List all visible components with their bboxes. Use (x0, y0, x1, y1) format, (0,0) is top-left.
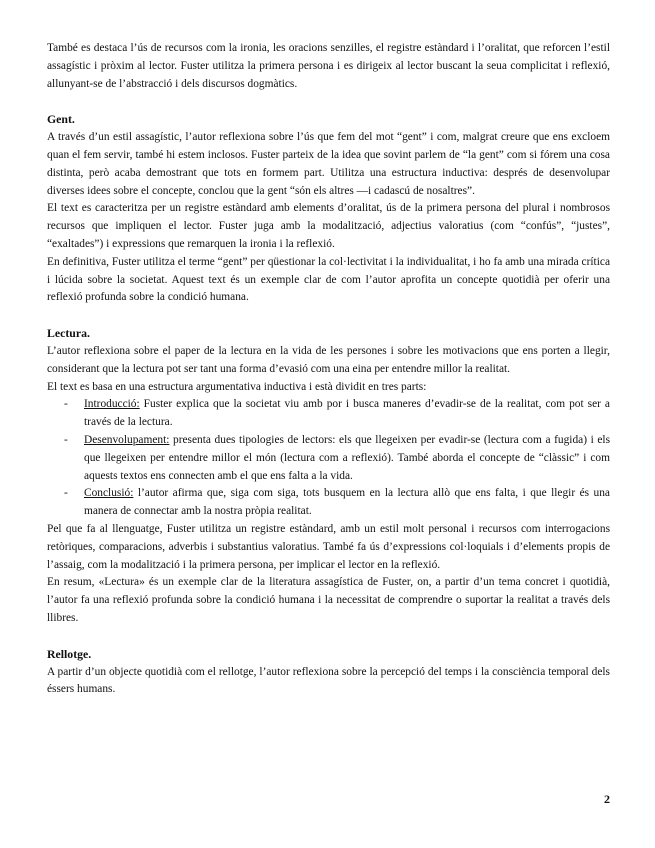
list-term: Desenvolupament: (84, 433, 170, 446)
list-text: presenta dues tipologies de lectors: els que llegeixen per evadir-se (lectura com a fugida) i els que llegeixen per entendre millor el món (lectura com a reflexió). També aborda el concepte de “clàssic” i com aquests textos ens connecten amb el que ens falta a la vida. (84, 433, 610, 482)
section-rellotge (47, 646, 610, 699)
lectura-parts-list (47, 396, 610, 521)
list-item-conclusio (47, 485, 610, 521)
list-term: Introducció: (84, 398, 140, 411)
list-dash: - (64, 487, 68, 500)
list-term: Conclusió: (84, 487, 134, 500)
gent-paragraph-2: El text es caracteritza per un registre estàndard amb elements d’oralitat, ús de la primera persona del plural i nombrosos recursos que impliquen el lector. Fuster juga amb la modalització, adjectius valoratius (com “confús”, “justes”, “exaltades”) i expressions que remarquen la ironia i la reflexió. (47, 202, 610, 250)
heading-rellotge: Rellotge. (47, 646, 92, 661)
list-dash: - (64, 398, 68, 411)
rellotge-paragraph-1: A partir d’un objecte quotidià com el rellotge, l’autor reflexiona sobre la percepció del temps i la consciència temporal dels éssers humans. (47, 665, 610, 696)
list-dash: - (64, 433, 68, 446)
gent-paragraph-1: A través d’un estil assagístic, l’autor reflexiona sobre l’ús que fem del mot “gent” i com, malgrat creure que ens excloem quan el fem servir, també hi estem inclosos. Fuster parteix de la idea que sovint parlem de “la gent” com si fórem una cosa distinta, però acaba demostrant que tots en formem part. Utilitza una estructura inductiva: després de desenvolupar diverses idees sobre el concepte, conclou que la gent “són els altres —i cadascú de nosaltres”. (47, 131, 610, 197)
document-page (47, 40, 610, 699)
intro-paragraph: També es destaca l’ús de recursos com la ironia, les oracions senzilles, el registre estàndard i l’oralitat, que reforcen l’estil assagístic i pròxim al lector. Fuster utilitza la primera persona i es dirigeix al lector buscant la seua complicitat i reflexió, allunyant-se de l’abstracció i dels discursos dogmàtics. (47, 42, 610, 90)
lectura-paragraph-3: Pel que fa al llenguatge, Fuster utilitza un registre estàndard, amb un estil molt personal i recursos com interrogacions retòriques, comparacions, adverbis i substantius valoratius. També fa ús d’expressions col·loquials i d’elements propis de l’assaig, com la modalització i la primera persona, per implicar el lector en la reflexió. (47, 522, 610, 571)
list-text: Fuster explica que la societat viu amb por i busca maneres d’evadir-se de la realitat, com pot ser a través de la lectura. (84, 398, 610, 429)
gent-paragraph-3: En definitiva, Fuster utilitza el terme “gent” per qüestionar la col·lectivitat i la individualitat, i ho fa amb una mirada crítica i lúcida sobre la societat. Aquest text és un exemple clar de com l’autor aprofita un concepte quotidià per oferir una reflexió profunda sobre la condició humana. (47, 255, 610, 304)
heading-gent: Gent. (47, 112, 75, 127)
section-gent (47, 111, 610, 307)
page-number: 2 (604, 792, 610, 806)
list-item-desenvolupament (47, 432, 610, 485)
heading-lectura: Lectura. (47, 326, 90, 341)
list-text: l’autor afirma que, siga com siga, tots busquem en la lectura allò que ens falta, i que llegir és una manera de connectar amb la nostra pròpia realitat. (84, 487, 610, 518)
list-item-introduccio (47, 396, 610, 432)
lectura-paragraph-4: En resum, «Lectura» és un exemple clar de la literatura assagística de Fuster, on, a partir d’un tema concret i quotidià, l’autor fa una reflexió profunda sobre la condició humana i la necessitat de comprendre o suportar la realitat a través dels llibres. (47, 576, 610, 624)
lectura-paragraph-2: El text es basa en una estructura argumentativa inductiva i està dividit en tres parts: (47, 380, 427, 393)
section-lectura (47, 325, 610, 628)
lectura-paragraph-1: L’autor reflexiona sobre el paper de la lectura en la vida de les persones i sobre les motivacions que ens porten a llegir, considerant que la lectura pot ser tant una forma d’evasió com una eina per entendre millor la realitat. (47, 344, 610, 375)
